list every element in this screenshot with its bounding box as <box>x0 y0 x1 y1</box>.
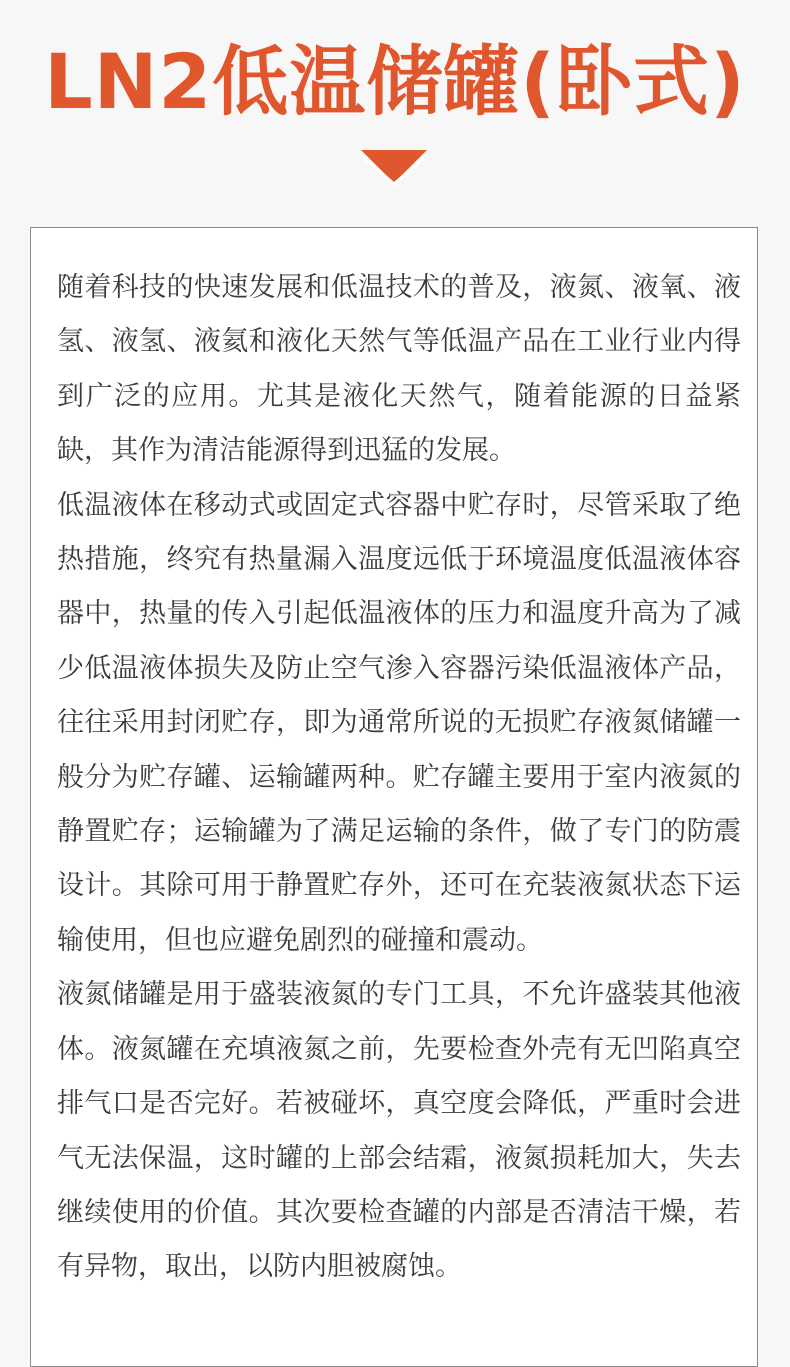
paragraph-storage: 低温液体在移动式或固定式容器中贮存时，尽管采取了绝热措施，终究有热量漏入温度远低于环境温度低温液体容器中，热量的传入引起低温液体的压力和温度升高为了减少低温液体损失及防止空气渗入容器污染低温液体产品，往往采用封闭贮存，即为通常所说的无损贮存液氮储罐一般分为贮存罐、运输罐两种。贮存罐主要用于室内液氮的静置贮存；运输罐为了满足运输的条件，做了专门的防震设计。其除可用于静置贮存外，还可在充装液氮状态下运输使用，但也应避免剧烈的碰撞和震动。 <box>57 489 741 956</box>
page-title: LN2低温储罐(卧式) <box>44 37 746 126</box>
article-body <box>57 261 741 1295</box>
paragraph-usage: 液氮储罐是用于盛装液氮的专门工具，不允许盛装其他液体。液氮罐在充填液氮之前，先要检查外壳有无凹陷真空排气口是否完好。若被碰坏，真空度会降低，严重时会进气无法保温，这时罐的上部会结霜，液氮损耗加大，失去继续使用的价值。其次要检查罐的内部是否清洁干燥，若有异物，取出，以防内胆被腐蚀。 <box>57 979 741 1283</box>
page-header <box>0 0 790 228</box>
chevron-down-icon <box>361 150 427 186</box>
content-box <box>30 227 758 1367</box>
paragraph-intro: 随着科技的快速发展和低温技术的普及，液氮、液氧、液氢、液氢、液氦和液化天然气等低温产品在工业行业内得到广泛的应用。尤其是液化天然气，随着能源的日益紧缺，其作为清洁能源得到迅猛的发展。 <box>57 272 741 467</box>
